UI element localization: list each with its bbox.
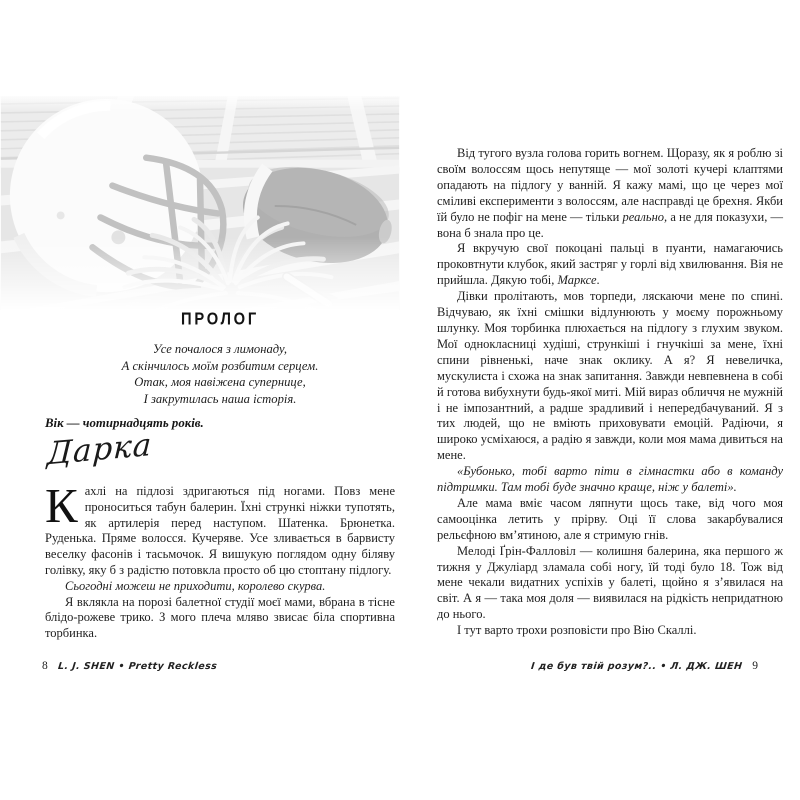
paragraph: Мелоді Ґрін-Фалловіл — колишня балерина, яка першого ж тижня у Джуліард зламала собі ногу, їй тоді було 18. Тож від мене чекали видатних успіхів у балеті, щойно я з’явилася на світ. А я — така моя доля — виявилася на рідкість непридатною до нього. [437, 543, 783, 622]
paragraph-text: Я вкручую свої покоцані пальці в пуанти, намагаючись проковтнути клубок, який застряг у горлі від хвилювання. Вія не прийшла. Дякую тобі, [437, 241, 783, 288]
paragraph-text: . [596, 273, 600, 288]
paragraph [45, 478, 395, 579]
emphasis-text: реально, [622, 209, 668, 224]
page-number-right: 9 [752, 660, 758, 672]
age-line: Вік — чотирнадцять років. [45, 416, 204, 430]
running-title-left [57, 661, 217, 672]
epigraph-line: А скінчилось моїм розбитим серцем. [121, 358, 319, 373]
paragraph: Але мама вміє часом ляпнути щось таке, від чого моя самооцінка летить у прірву. Оці її слова закарбувалися рельєфною вм’ятиною, але я стримую гнів. [437, 495, 783, 542]
paragraph-text: Від тугого вузла голова горить вогнем. Щоразу, як я роблю зі своїм волоссям щось непутяще — мої золоті кучері клаптями опадають на підлогу у ванній. Я кажу мамі, що це через мої сміливі експерименти з волоссям, але насправді це брехня. Якби їй було не пофіг на мене — тільки [437, 146, 783, 224]
footer-separator: • [659, 661, 668, 672]
drop-cap: К [45, 478, 78, 533]
page-number-left: 8 [42, 660, 48, 672]
chapter-title: ПРОЛОГ [181, 309, 259, 329]
book-title-cyrillic: І де був твій розум?.. [530, 661, 657, 672]
handwritten-signature: Дарка [46, 426, 154, 473]
paragraph-italic: «Бубонько, тобі варто піти в гімнастки або в команду підтримки. Там тобі буде значно краще, ніж у балеті». [437, 464, 783, 495]
footer-separator: • [117, 661, 126, 672]
paragraph: І тут варто трохи розповісти про Вію Скаллі. [457, 623, 697, 638]
paragraph-italic: Сьогодні можеш не приходити, королево скурва. [65, 578, 326, 593]
epigraph-line: Усе почалося з лимонаду, [152, 342, 288, 356]
footer-right [531, 660, 758, 672]
right-page-body [437, 146, 783, 639]
epigraph [45, 341, 395, 407]
epigraph-line: І закрутилась наша історія. [143, 391, 297, 406]
paragraph-text: ахлі на підлозі здригаються під ногами. Повз мене проноситься табун балерин. Їхні стрункі ніжки тупотять, як артилерія перед наступом. Шатенка. Брюнетка. Руденька. Пряме волосся. Кучеряве. Усе зливається в барвисту веселку фасонів і тасьмочок. Я вишукую поглядом одну біляву голівку, яку б з радістю потовкла просто об цю стоптану підлогу. [45, 484, 395, 577]
paragraph [437, 241, 783, 289]
paragraph [437, 146, 783, 241]
footer-left [42, 660, 217, 672]
paragraph: Дівки пролітають, мов торпеди, ляскаючи мене по спині. Відчуваю, як їхні смішки відлунюють у моєму порожньому шлунку. Моя торбинка плюхається на підлогу з глухим звуком. Мої однокласниці худіші, стрункіші і гнучкіші за мене, їхні спини рівненькі, наче знак оклику. А я? Я невеличка, мускулиста і схожа на знак запитання. Завжди невпевнена в собі й готова вибухнути будь-якої миті. Мій вираз обличчя не мужній і не імпозантний, а радше зрадливий і непередбачуваний. Я з тих людей, що не вміють приховувати емоцій. Радіючи, я широко усміхаюся, а радію я завжди, коли моя мама дивиться на мене. [437, 289, 783, 463]
running-title-right [530, 661, 743, 672]
author-latin: L. J. SHEN [57, 661, 115, 672]
paragraph: Я вклякла на порозі балетної студії моєї мами, вбрана в тісне блідо-рожеве трико. З мого плеча мляво звисає біла спортивна торбинка. [45, 594, 395, 641]
emphasis-text: Марксе [557, 273, 597, 288]
paragraph-text: а не для показухи, — вона б знала про це. [437, 209, 783, 240]
epigraph-line: Отак, моя навіжена супернице, [134, 375, 306, 390]
book-title-latin: Pretty Reckless [127, 661, 218, 672]
author-cyrillic: Л. ДЖ. ШЕН [669, 661, 743, 672]
left-page-body [45, 478, 395, 642]
chapter-photo [0, 96, 400, 310]
